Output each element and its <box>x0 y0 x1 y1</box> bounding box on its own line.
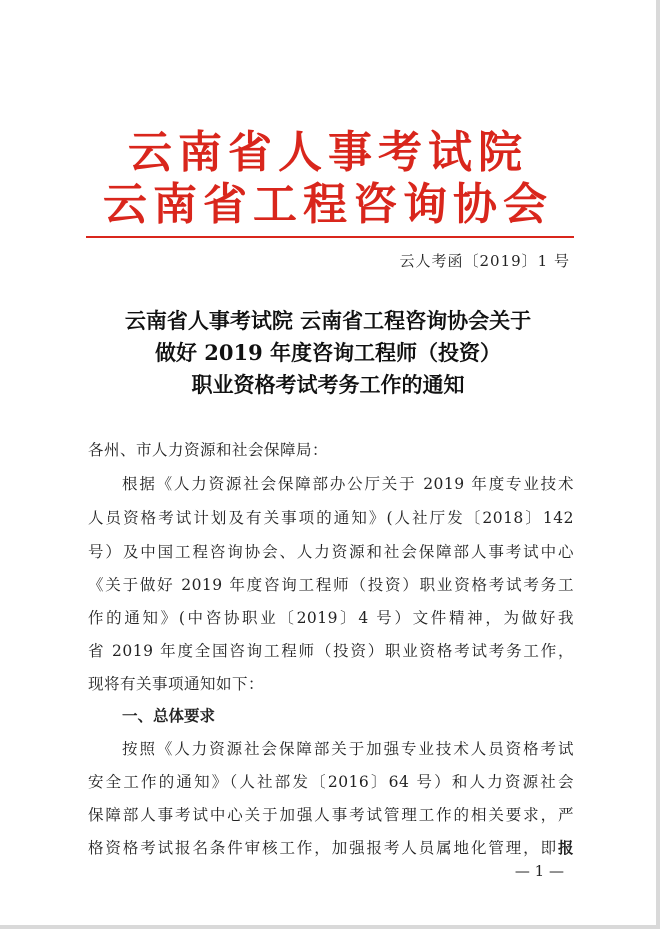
paragraph2-line-text: 格资格考试报名条件审核工作，加强报考人员属地化管理，即 <box>88 839 558 857</box>
page-edge-shadow <box>656 0 660 929</box>
paragraph1-line: 号）及中国工程咨询协会、人力资源和社会保障部人事考试中心 <box>88 543 574 561</box>
masthead-line-1: 云南省人事考试院 <box>128 127 528 178</box>
paragraph1-line: 现将有关事项通知如下： <box>88 675 265 693</box>
title-line-1: 云南省人事考试院 云南省工程咨询协会关于 <box>124 308 532 333</box>
page-number: — 1 — <box>514 862 564 880</box>
paragraph1-line: 省 2019 年度全国咨询工程师（投资）职业资格考试考务工作， <box>88 642 574 660</box>
paragraph2-line-last <box>88 838 574 858</box>
paragraph2-line: 安全工作的通知》（人社部发〔2016〕64 号）和人力资源社会 <box>88 773 574 791</box>
section-heading-1: 一、总体要求 <box>122 707 216 725</box>
title-line-2: 做好 2019 年度咨询工程师（投资） <box>154 340 502 365</box>
paragraph2-line: 按照《人力资源社会保障部关于加强专业技术人员资格考试 <box>122 740 574 758</box>
paragraph2-line: 保障部人事考试中心关于加强人事考试管理工作的相关要求，严 <box>88 806 574 824</box>
paragraph2-bold-char: 报 <box>557 839 574 857</box>
title-line-3: 职业资格考试考务工作的通知 <box>191 372 465 397</box>
paragraph1-line: 人员资格考试计划及有关事项的通知》(人社厅发〔2018〕142 <box>88 509 574 527</box>
paragraph1-line: 《关于做好 2019 年度咨询工程师（投资）职业资格考试考务工 <box>88 576 574 594</box>
salutation: 各州、市人力资源和社会保障局： <box>88 441 329 459</box>
paragraph1-line: 根据《人力资源社会保障部办公厅关于 2019 年度专业技术 <box>122 475 574 493</box>
red-divider-rule <box>86 236 574 238</box>
masthead-line-2: 云南省工程咨询协会 <box>103 179 553 230</box>
paragraph1-line: 作的通知》(中咨协职业〔2019〕4 号）文件精神，为做好我 <box>88 609 574 627</box>
page-edge-shadow-bottom <box>0 925 660 929</box>
document-number: 云人考函〔2019〕1 号 <box>399 252 570 270</box>
